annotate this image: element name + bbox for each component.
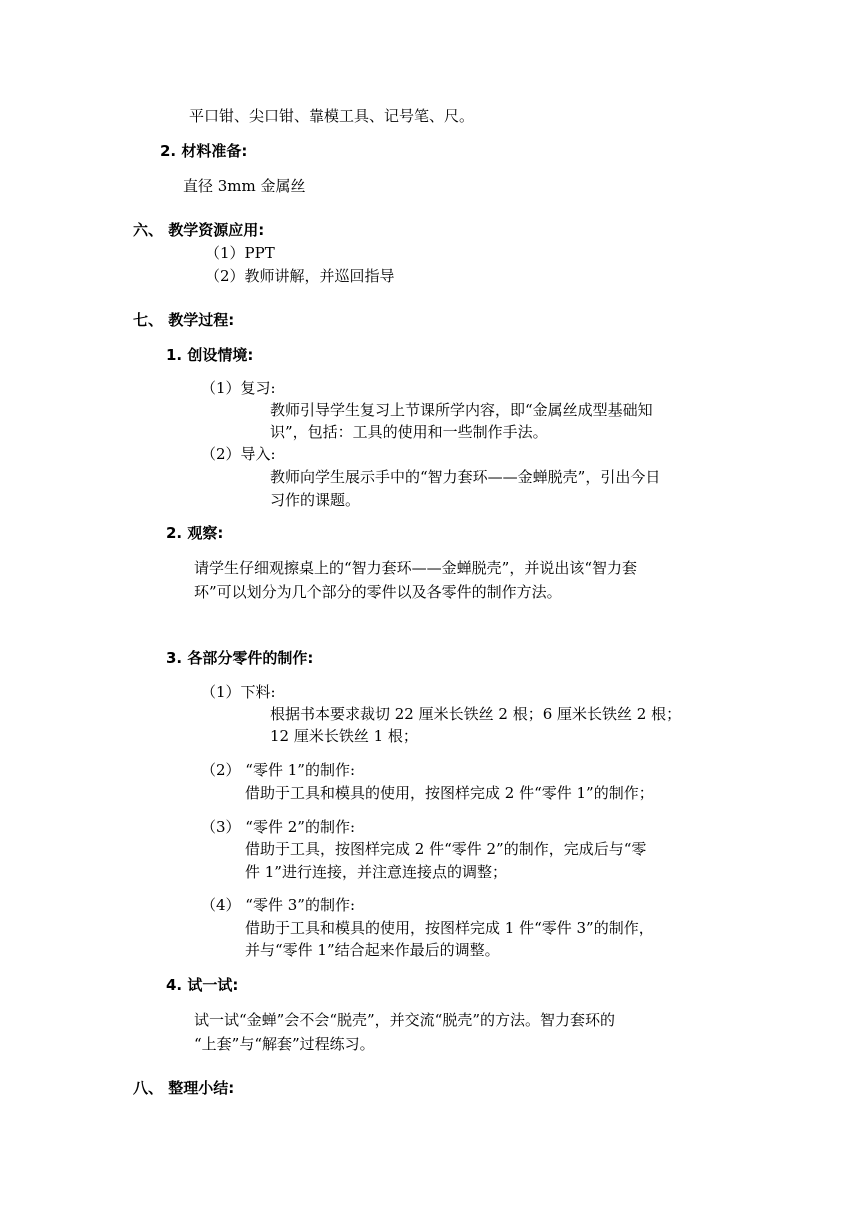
s3-item3-line-2: 件 1”进行连接，并注意连接点的调整； [245,863,507,881]
s3-item4-line-1: 借助于工具和模具的使用，按图样完成 1 件“零件 3”的制作， [245,919,654,937]
s1-intro-label: （2）导入: [201,445,276,463]
section7-heading: 七、 教学过程: [133,311,235,329]
s3-item1-line-2: 12 厘米长铁丝 1 根； [270,727,418,745]
s1-review-line-1: 教师引导学生复习上节课所学内容，即“金属丝成型基础知 [270,401,653,419]
materials-text: 直径 3mm 金属丝 [183,177,306,195]
s3-item2-label: （2） “零件 1”的制作: [201,761,356,779]
s2-heading: 2. 观察: [166,524,224,542]
s3-item2-line-1: 借助于工具和模具的使用，按图样完成 2 件“零件 1”的制作； [245,784,654,802]
s3-item1-label: （1）下料: [201,683,276,701]
s4-line-2: “上套”与“解套”过程练习。 [194,1035,375,1053]
section6-heading: 六、 教学资源应用: [133,221,265,239]
s4-line-1: 试一试“金蝉”会不会“脱壳”，并交流“脱壳”的方法。智力套环的 [194,1011,616,1029]
s3-item3-line-1: 借助于工具，按图样完成 2 件“零件 2”的制作，完成后与“零 [245,840,647,858]
s1-review-line-2: 识”，包括：工具的使用和一些制作手法。 [270,423,548,441]
section6-item-2: （2）教师讲解，并巡回指导 [205,267,395,285]
s2-line-1: 请学生仔细观擦桌上的“智力套环——金蝉脱壳”，并说出该“智力套 [194,559,638,577]
s1-intro-line-1: 教师向学生展示手中的“智力套环——金蝉脱壳”，引出今日 [270,468,661,486]
materials-heading: 2. 材料准备: [160,142,248,160]
section6-item-1: （1）PPT [205,244,275,262]
section8-heading: 八、 整理小结: [133,1079,235,1097]
s3-heading: 3. 各部分零件的制作: [166,649,314,667]
s3-item3-label: （3） “零件 2”的制作: [201,818,356,836]
s1-intro-line-2: 习作的课题。 [270,491,361,509]
s1-heading: 1. 创设情境: [166,346,254,364]
s3-item4-label: （4） “零件 3”的制作: [201,896,356,914]
tools-line: 平口钳、尖口钳、靠模工具、记号笔、尺。 [189,107,475,125]
s4-heading: 4. 试一试: [166,976,239,994]
s3-item4-line-2: 并与“零件 1”结合起来作最后的调整。 [245,941,500,959]
s3-item1-line-1: 根据书本要求裁切 22 厘米长铁丝 2 根；6 厘米长铁丝 2 根； [270,705,682,723]
s2-line-2: 环”可以划分为几个部分的零件以及各零件的制作方法。 [194,583,562,601]
s1-review-label: （1）复习: [201,379,276,397]
